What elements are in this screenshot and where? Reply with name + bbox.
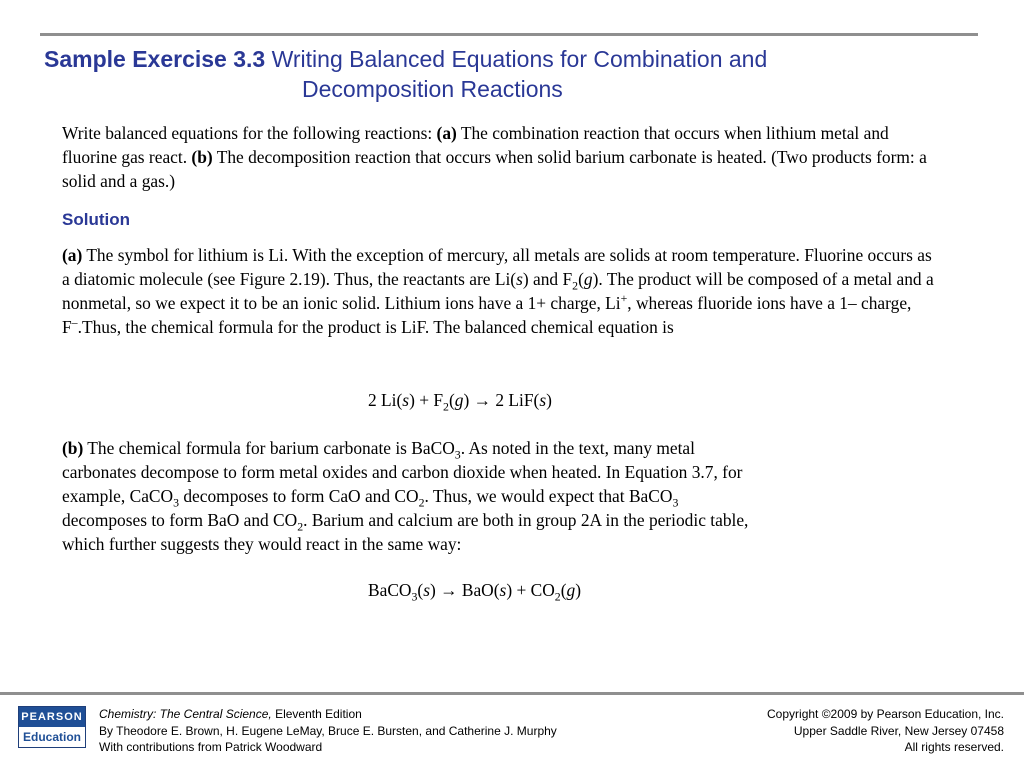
copyright-block	[684, 706, 1004, 756]
book-contributions: With contributions from Patrick Woodward	[99, 740, 323, 754]
prompt-b-label: (b)	[191, 147, 213, 167]
solution-heading: Solution	[62, 210, 130, 229]
book-title-line	[99, 706, 699, 723]
book-credits	[99, 706, 699, 756]
part-b-subscript: 2	[297, 519, 304, 534]
part-a-text-6: .Thus, the chemical formula for the product is LiF. The balanced chemical equation is	[77, 317, 674, 337]
eq-b-subscript: 2	[554, 589, 561, 604]
solution-part-b	[62, 436, 762, 556]
exercise-prompt	[62, 121, 942, 193]
eq-b-part: ) + CO	[506, 580, 555, 600]
eq-a-part: ) → 2 LiF(	[463, 390, 540, 410]
part-a-text-3: (	[578, 269, 584, 289]
eq-a-state: s	[539, 390, 547, 410]
part-b-text-5: decomposes to form BaO and CO	[62, 510, 298, 530]
eq-b-part: (	[417, 580, 424, 600]
copyright-line: Copyright ©2009 by Pearson Education, Inc.	[767, 707, 1004, 721]
equation-b	[368, 578, 581, 602]
footer-divider	[0, 692, 1024, 695]
part-b-text-2: . As noted in the text, many metal carbonates decompose to form metal oxides and carbon dioxide when heated. In Equation 3.7, for example, CaCO	[62, 438, 743, 506]
part-a-text-4: ). The product will be composed of a metal and a nonmetal, so we expect it to be an ionic solid. Lithium ions have a 1+ charge, Li	[62, 269, 934, 313]
part-b-text-6: . Barium and calcium are both in group 2A in the periodic table, which further suggests they would react in the same way:	[62, 510, 749, 554]
prompt-a-text: The combination reaction that occurs when lithium metal and fluorine gas react.	[62, 123, 889, 167]
part-b-text-3: decomposes to form CaO and CO	[179, 486, 419, 506]
eq-a-part: 2 Li(	[368, 390, 403, 410]
title-line-2: Decomposition Reactions	[302, 76, 563, 102]
part-a-text-2: ) and F	[522, 269, 573, 289]
logo-subtitle: Education	[19, 727, 85, 747]
eq-a-state: s	[402, 390, 410, 410]
prompt-intro: Write balanced equations for the following reactions:	[62, 123, 437, 143]
publisher-address: Upper Saddle River, New Jersey 07458	[793, 723, 1004, 738]
eq-b-part: ) → BaO(	[429, 580, 500, 600]
part-b-text-4: . Thus, we would expect that BaCO	[424, 486, 673, 506]
eq-a-part: )	[546, 390, 552, 410]
eq-b-part: (	[560, 580, 567, 600]
part-b-subscript: 3	[454, 447, 461, 462]
part-b-subscript: 3	[672, 495, 679, 510]
exercise-label: Sample Exercise 3.3	[44, 46, 266, 72]
eq-a-part: (	[448, 390, 455, 410]
part-a-text-1: The symbol for lithium is Li. With the exception of mercury, all metals are solids at room temperature. Fluorine occurs as a diatomic molecule (see Figure 2.19). Thus, the reactants are Li(	[62, 245, 932, 289]
book-title: Chemistry: The Central Science,	[99, 707, 272, 721]
eq-a-part: ) + F	[409, 390, 444, 410]
eq-b-part: )	[575, 580, 581, 600]
eq-b-part: BaCO	[368, 580, 412, 600]
prompt-b-text: The decomposition reaction that occurs when solid barium carbonate is heated. (Two products form: a solid and a gas.)	[62, 147, 927, 191]
prompt-a-label: (a)	[436, 123, 457, 143]
eq-a-state: g	[454, 390, 464, 410]
eq-b-state: s	[423, 580, 430, 600]
slide-title	[44, 44, 944, 104]
part-a-superscript-plus: +	[620, 291, 628, 306]
eq-b-state: g	[566, 580, 576, 600]
rights-line: All rights reserved.	[904, 740, 1004, 754]
part-b-text-1: The chemical formula for barium carbonate is BaCO	[83, 438, 455, 458]
solution-part-a	[62, 243, 942, 339]
logo-wordmark: PEARSON	[19, 707, 85, 727]
top-divider	[40, 33, 978, 36]
eq-b-state: s	[499, 580, 507, 600]
part-a-text-5: , whereas fluoride ions have a 1– charge, F	[62, 293, 912, 337]
book-edition: Eleventh Edition	[271, 707, 362, 721]
part-a-state-g: g	[583, 269, 593, 289]
part-a-superscript-minus: –	[71, 315, 78, 330]
title-line-1: Writing Balanced Equations for Combination and	[271, 46, 768, 72]
pearson-logo	[18, 706, 86, 748]
book-authors: By Theodore E. Brown, H. Eugene LeMay, Bruce E. Bursten, and Catherine J. Murphy	[99, 723, 557, 738]
eq-b-subscript: 3	[411, 589, 418, 604]
part-b-subscript: 3	[173, 495, 179, 510]
eq-a-subscript: 2	[443, 399, 449, 414]
part-a-state-s: s	[516, 269, 523, 289]
part-a-label: (a)	[62, 245, 83, 265]
part-a-subscript: 2	[572, 278, 579, 293]
equation-a	[368, 388, 552, 412]
part-b-label: (b)	[62, 438, 84, 458]
part-b-subscript: 2	[418, 495, 425, 510]
